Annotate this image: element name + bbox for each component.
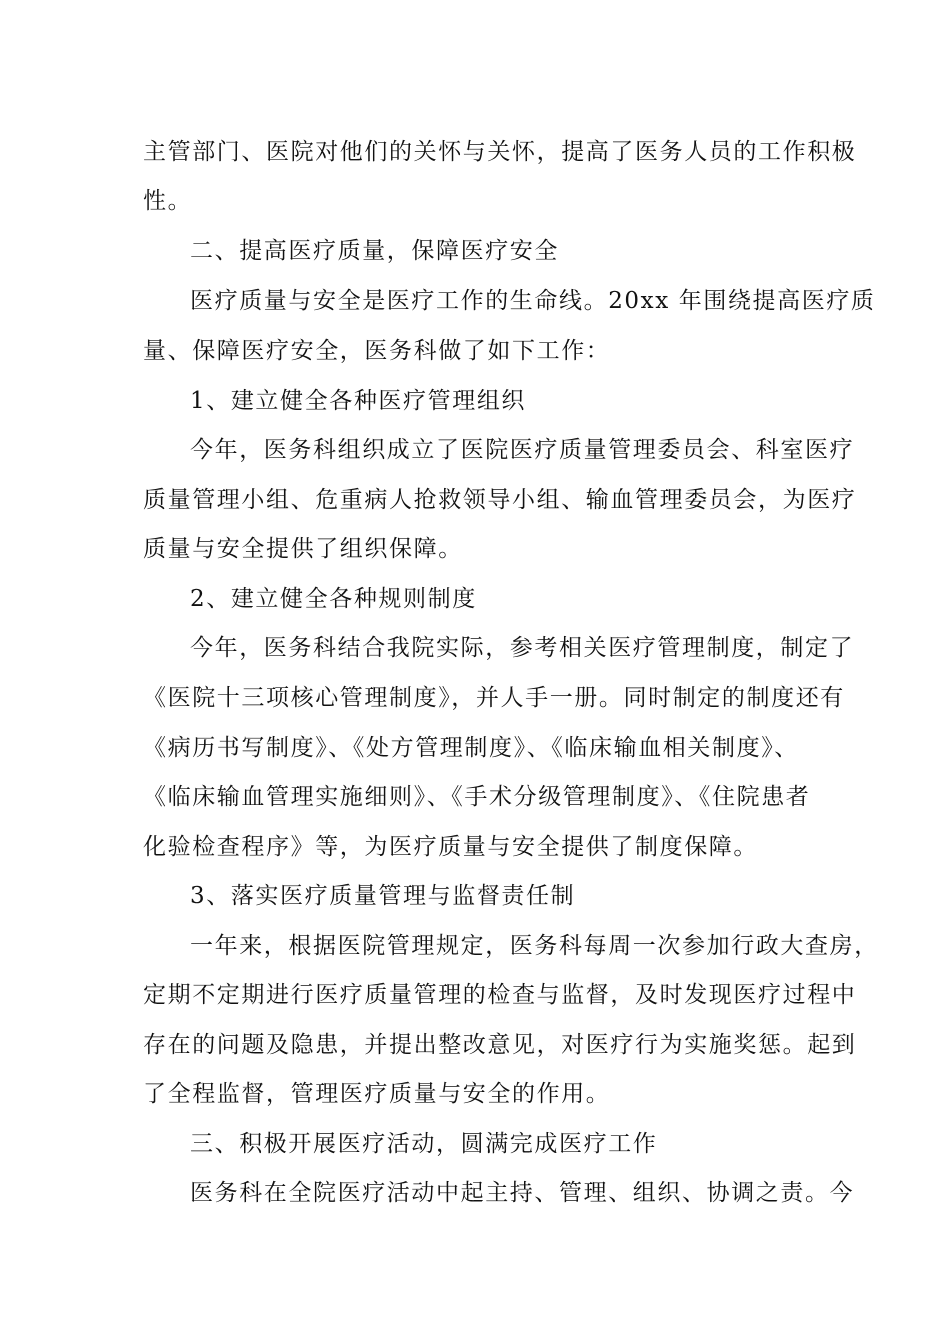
paragraph-line: 质量管理小组、危重病人抢救领导小组、输血管理委员会，为医疗 bbox=[143, 487, 857, 513]
paragraph-line: 性。 bbox=[143, 188, 193, 214]
paragraph-line: 今年，医务科组织成立了医院医疗质量管理委员会、科室医疗 bbox=[190, 437, 855, 463]
paragraph-line: 质量与安全提供了组织保障。 bbox=[143, 536, 463, 562]
paragraph-line: 医疗质量与安全是医疗工作的生命线。20xx 年围绕提高医疗质 bbox=[190, 288, 876, 314]
subsection-heading: 1、建立健全各种医疗管理组织 bbox=[190, 388, 527, 414]
paragraph-line: 主管部门、医院对他们的关怀与关怀，提高了医务人员的工作积极 bbox=[143, 139, 857, 165]
paragraph-line: 量、保障医疗安全，医务科做了如下工作： bbox=[143, 338, 611, 364]
paragraph-line: 化验检查程序》等，为医疗质量与安全提供了制度保障。 bbox=[143, 834, 758, 860]
paragraph-line: 《医院十三项核心管理制度》，并人手一册。同时制定的制度还有 bbox=[143, 685, 845, 711]
paragraph-line: 定期不定期进行医疗质量管理的检查与监督，及时发现医疗过程中 bbox=[143, 982, 857, 1008]
paragraph-line: 存在的问题及隐患，并提出整改意见，对医疗行为实施奖惩。起到 bbox=[143, 1032, 857, 1058]
section-heading: 二、提高医疗质量，保障医疗安全 bbox=[190, 238, 559, 264]
paragraph-line: 《病历书写制度》、《处方管理制度》、《临床输血相关制度》、 bbox=[143, 735, 799, 761]
paragraph-line: 《临床输血管理实施细则》、《手术分级管理制度》、《住院患者 bbox=[143, 784, 811, 810]
paragraph-line: 医务科在全院医疗活动中起主持、管理、组织、协调之责。今 bbox=[190, 1180, 855, 1206]
paragraph-line: 今年，医务科结合我院实际，参考相关医疗管理制度，制定了 bbox=[190, 635, 855, 661]
paragraph-line: 一年来，根据医院管理规定，医务科每周一次参加行政大查房， bbox=[190, 933, 879, 959]
subsection-heading: 3、落实医疗质量管理与监督责任制 bbox=[190, 883, 576, 909]
section-heading: 三、积极开展医疗活动，圆满完成医疗工作 bbox=[190, 1131, 658, 1157]
paragraph-line: 了全程监督，管理医疗质量与安全的作用。 bbox=[143, 1081, 611, 1107]
subsection-heading: 2、建立健全各种规则制度 bbox=[190, 586, 477, 612]
